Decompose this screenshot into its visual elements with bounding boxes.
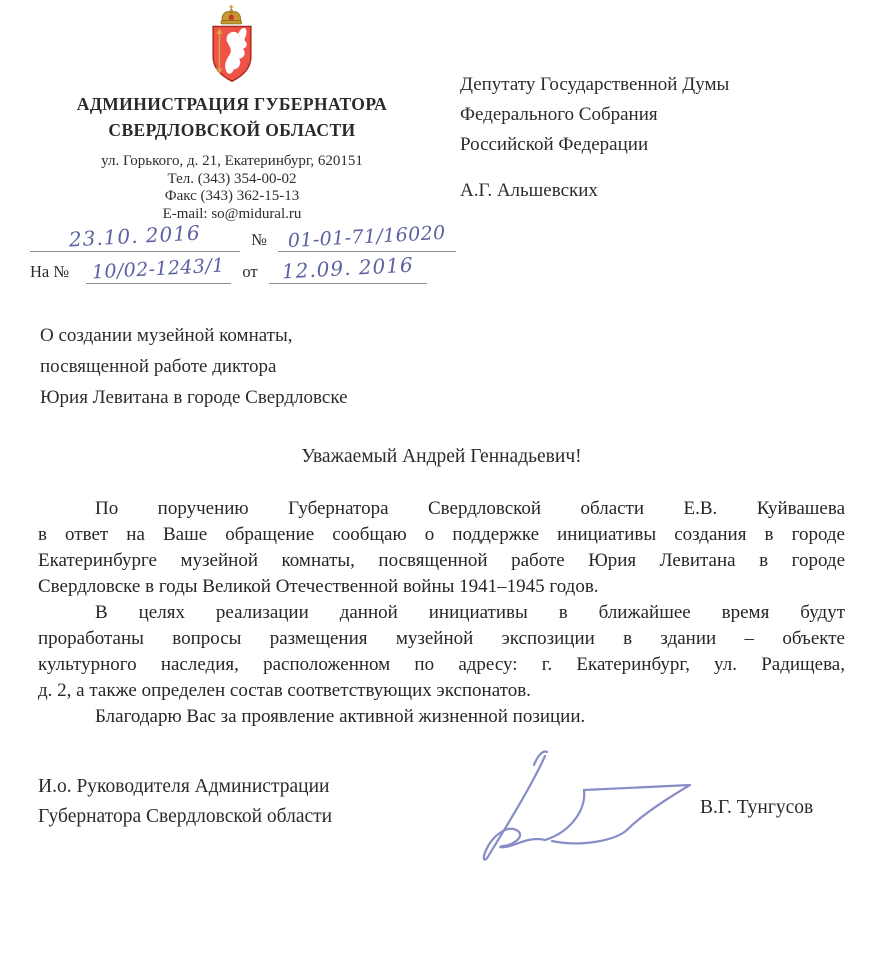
from-label: от: [242, 262, 258, 281]
recipient-name: А.Г. Альшевских: [460, 180, 598, 201]
sverdlovsk-crest-icon: [205, 4, 259, 83]
body-line: проработаны вопросы размещения музейной экспозиции в здании – объекте: [38, 628, 845, 649]
body-line: Благодарю Вас за проявление активной жизненной позиции.: [95, 706, 586, 727]
recipient-line: Депутату Государственной Думы: [460, 74, 730, 95]
outgoing-date-field: [30, 220, 240, 252]
contact-block: [22, 153, 442, 223]
subject-block: [40, 320, 480, 413]
signoff-title: [38, 772, 332, 832]
subject-line: посвященной работе диктора: [40, 356, 277, 377]
reference-block: [30, 220, 460, 284]
body-line: Екатеринбурге музейной комнаты, посвященной работе Юрия Левитана в городе: [38, 550, 845, 571]
outgoing-number-field: [278, 223, 456, 252]
address-line: ул. Горького, д. 21, Екатеринбург, 620151: [101, 153, 363, 169]
signoff-title-line: И.о. Руководителя Администрации: [38, 776, 330, 797]
signoff-title-line: Губернатора Свердловской области: [38, 806, 333, 827]
phone-line: Тел. (343) 354-00-02: [167, 170, 297, 187]
reply-number-handwriting: 10/02-1243/1: [91, 254, 226, 284]
crown-icon: [221, 5, 241, 24]
letterhead: [22, 4, 442, 223]
salutation: Уважаемый Андрей Геннадьевич!: [301, 446, 582, 467]
subject-line: О создании музейной комнаты,: [40, 325, 293, 346]
reply-date-handwriting: 12.09. 2016: [281, 252, 415, 284]
body-line: в ответ на Ваше обращение сообщаю о поддержке инициативы создания в городе: [38, 524, 845, 545]
recipient-line: Федерального Собрания: [460, 104, 658, 125]
reply-number-label: На №: [30, 262, 70, 281]
incoming-ref-row: [30, 252, 460, 284]
subject-line: Юрия Левитана в городе Свердловске: [40, 387, 348, 408]
org-name-line2: СВЕРДЛОВСКОЙ ОБЛАСТИ: [108, 120, 356, 140]
body-line: д. 2, а также определен состав соответствующих экспонатов.: [38, 680, 531, 701]
letter-body: [38, 496, 845, 730]
body-line: В целях реализации данной инициативы в ближайшее время будут: [95, 602, 845, 623]
reply-date-field: [269, 252, 427, 284]
outgoing-ref-row: [30, 220, 460, 253]
body-line: культурного наследия, расположенном по адресу: г. Екатеринбург, ул. Радищева,: [38, 654, 845, 675]
fax-line: Факс (343) 362-15-13: [164, 188, 300, 204]
signature-handwriting: [448, 743, 698, 873]
recipient-block: [460, 70, 860, 206]
signer-name: В.Г. Тунгусов: [700, 797, 814, 818]
recipient-line: Российской Федерации: [460, 134, 649, 155]
outgoing-date-handwriting: 23.10. 2016: [68, 220, 202, 252]
org-name-line1: АДМИНИСТРАЦИЯ ГУБЕРНАТОРА: [76, 94, 388, 114]
body-line: По поручению Губернатора Свердловской области Е.В. Куйвашева: [95, 498, 845, 519]
number-label: №: [251, 230, 267, 249]
reply-number-field: [86, 255, 231, 284]
email-line: E-mail: so@midural.ru: [162, 205, 302, 222]
body-line: Свердловске в годы Великой Отечественной войны 1941–1945 годов.: [38, 576, 599, 597]
outgoing-number-handwriting: 01-01-71/16020: [287, 221, 447, 253]
